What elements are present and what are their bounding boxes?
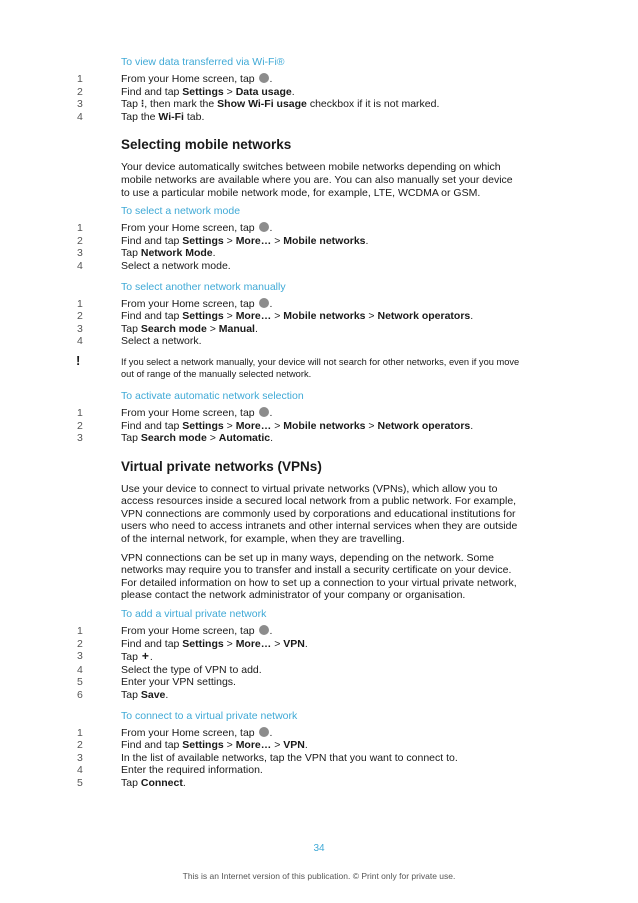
add-icon: + bbox=[141, 649, 149, 664]
step: 1 From your Home screen, tap . bbox=[77, 726, 273, 739]
step: 1 From your Home screen, tap . bbox=[77, 73, 273, 85]
step: 2 Find and tap Settings > More… > VPN. bbox=[77, 637, 308, 650]
step-number: 4 bbox=[77, 110, 83, 123]
step-number: 1 bbox=[77, 625, 83, 638]
step-number: 3 bbox=[77, 322, 83, 335]
steps-wifi-data bbox=[77, 73, 521, 123]
steps-auto-network bbox=[77, 406, 521, 445]
step: 6 Tap Save. bbox=[77, 689, 169, 701]
step-number: 3 bbox=[77, 751, 83, 764]
step: 2 Find and tap Settings > More… > VPN. bbox=[77, 739, 308, 752]
step: 3 Tap ⁝, then mark the Show Wi-Fi usage checkbox if it is not marked. bbox=[77, 98, 440, 111]
apps-icon bbox=[259, 222, 269, 232]
steps-connect-vpn bbox=[77, 726, 521, 790]
step-number: 4 bbox=[77, 663, 83, 676]
menu-icon: ⁝ bbox=[140, 98, 145, 111]
page-number: 34 bbox=[313, 843, 325, 854]
step: 1 From your Home screen, tap . bbox=[77, 625, 273, 638]
step-number: 4 bbox=[77, 259, 83, 272]
step-number: 3 bbox=[77, 650, 83, 663]
step: 2 Find and tap Settings > More… > Mobile networks. bbox=[77, 234, 369, 247]
step-number: 2 bbox=[77, 739, 83, 752]
step-number: 3 bbox=[77, 247, 83, 260]
step-number: 4 bbox=[77, 335, 83, 348]
step: 1 From your Home screen, tap . bbox=[77, 297, 273, 310]
step: 4 Enter the required information. bbox=[77, 764, 263, 777]
paragraph-mobile-networks: Your device automatically switches between mobile networks depending on which mobile networks are available where you are. You can also manually set your device to use a particular mobile network mode, for example, LTE, WCDMA or GSM. bbox=[121, 161, 513, 199]
heading-selecting-mobile-networks: Selecting mobile networks bbox=[121, 137, 292, 153]
task-title-add-vpn: To add a virtual private network bbox=[121, 608, 267, 621]
task-title-connect-vpn: To connect to a virtual private network bbox=[121, 709, 298, 722]
step: 2 Find and tap Settings > Data usage. bbox=[77, 85, 295, 98]
step: 3 Tap +. bbox=[77, 649, 153, 664]
step: 2 Find and tap Settings > More… > Mobile networks > Network operators. bbox=[77, 310, 474, 323]
footer-note: This is an Internet version of this publication. © Print only for private use. bbox=[182, 871, 456, 881]
step-number: 1 bbox=[77, 406, 83, 419]
step: 3 Tap Search mode > Manual. bbox=[77, 322, 258, 335]
step-number: 4 bbox=[77, 764, 83, 777]
apps-icon bbox=[259, 625, 269, 635]
step-number: 2 bbox=[77, 234, 83, 247]
step: 3 Tap Search mode > Automatic. bbox=[77, 432, 274, 445]
step: 1 From your Home screen, tap . bbox=[77, 406, 273, 419]
step: 4 Select the type of VPN to add. bbox=[77, 663, 262, 676]
step-number: 1 bbox=[77, 73, 83, 85]
steps-add-vpn bbox=[77, 625, 521, 702]
step-number: 1 bbox=[77, 726, 83, 739]
step: 2 Find and tap Settings > More… > Mobile networks > Network operators. bbox=[77, 419, 474, 432]
apps-icon bbox=[259, 298, 269, 308]
step-number: 3 bbox=[77, 432, 83, 445]
step-number: 2 bbox=[77, 85, 83, 98]
step: 4 Tap the Wi-Fi tab. bbox=[77, 110, 205, 123]
step-number: 2 bbox=[77, 310, 83, 323]
steps-network-mode bbox=[77, 222, 521, 272]
step: 3 In the list of available networks, tap the VPN that you want to connect to. bbox=[77, 751, 458, 764]
task-title-manual-network: To select another network manually bbox=[121, 280, 286, 293]
heading-vpn: Virtual private networks (VPNs) bbox=[121, 458, 322, 474]
step-number: 2 bbox=[77, 637, 83, 650]
task-title-auto-network: To activate automatic network selection bbox=[121, 389, 304, 402]
step-number: 5 bbox=[77, 776, 83, 789]
steps-manual-network bbox=[77, 297, 521, 348]
step: 5 Tap Connect. bbox=[77, 776, 186, 789]
note-manual-network: ! If you select a network manually, your device will not search for other networks, even if you move out of range of the manually selected network. bbox=[76, 352, 520, 379]
apps-icon bbox=[259, 73, 269, 83]
apps-icon bbox=[259, 407, 269, 417]
step-number: 1 bbox=[77, 222, 83, 235]
step: 1 From your Home screen, tap . bbox=[77, 222, 273, 235]
step: 3 Tap Network Mode. bbox=[77, 247, 216, 260]
paragraph-vpn-2: VPN connections can be set up in many ways, depending on the network. Some networks may require you to transfer and install a security certificate on your device. For detailed information on how to set up a connection to your virtual private network, please contact the network administrator of your company or organisation. bbox=[121, 551, 517, 602]
step-number: 3 bbox=[77, 98, 83, 111]
step-number: 1 bbox=[77, 297, 83, 310]
step-number: 6 bbox=[77, 689, 83, 701]
step-number: 2 bbox=[77, 419, 83, 432]
warning-icon: ! bbox=[76, 352, 81, 368]
step: 5 Enter your VPN settings. bbox=[77, 676, 236, 689]
task-title-wifi-data: To view data transferred via Wi-Fi® bbox=[121, 56, 285, 68]
page-content bbox=[76, 56, 521, 798]
step: 4 Select a network mode. bbox=[77, 259, 231, 272]
step-number: 5 bbox=[77, 676, 83, 689]
task-title-network-mode: To select a network mode bbox=[121, 205, 241, 218]
step: 4 Select a network. bbox=[77, 335, 202, 348]
apps-icon bbox=[259, 727, 269, 737]
paragraph-vpn-1: Use your device to connect to virtual private networks (VPNs), which allow you to access resources inside a secured local network from a public network. For example, VPN connections are commonly used by corporations and educational institutions for users who need to access intranets and other internal services when they are outside of the internal network, for example, when they are travelling. bbox=[121, 482, 518, 546]
